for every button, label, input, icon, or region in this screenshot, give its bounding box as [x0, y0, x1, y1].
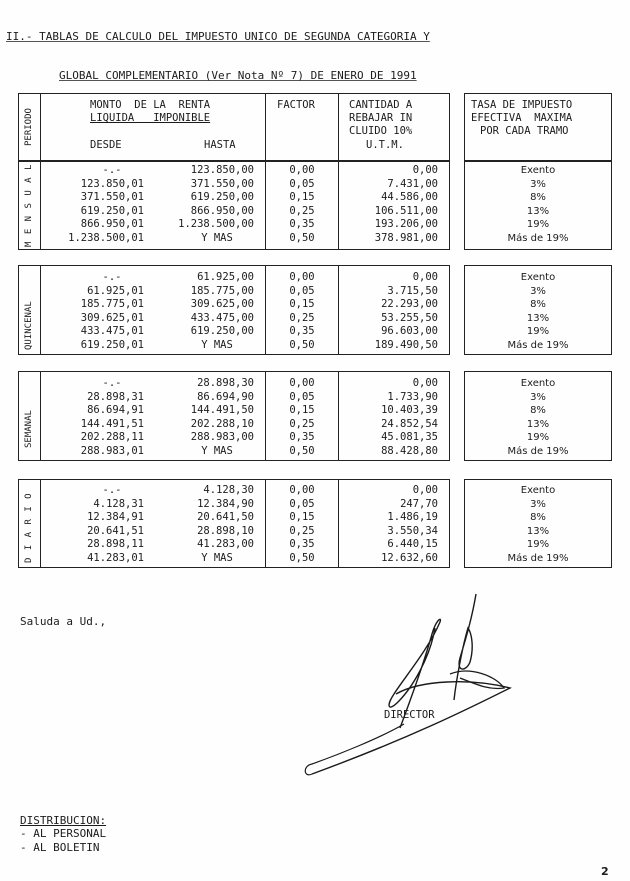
cell-rebaja: 378.981,00: [374, 232, 438, 244]
cell-tasa: 13%: [526, 418, 550, 430]
document-title: [6, 4, 430, 95]
divider-periodo-header: [40, 93, 41, 161]
cell-desde: 371.550,01: [80, 191, 144, 204]
cell-hasta: Y MAS: [201, 339, 233, 351]
cell-factor: 0,05: [289, 177, 315, 190]
cell-hasta: Y MAS: [201, 445, 233, 457]
cell-tasa: 13%: [526, 525, 550, 537]
cell-factor: 0,35: [289, 538, 315, 551]
divider-factor-quincenal: [265, 265, 266, 355]
cell-desde: -.-: [102, 377, 122, 389]
divider-factor-mensual: [265, 161, 266, 250]
cell-desde: 619.250,01: [80, 204, 144, 217]
cell-factor: 0,15: [289, 191, 315, 204]
cell-desde: 1.238.500,01: [68, 232, 144, 244]
cell-factor: 0,35: [289, 431, 315, 444]
cell-hasta: 144.491,50: [190, 404, 254, 417]
cell-desde: 123.850,01: [80, 177, 144, 190]
cell-tasa: Más de 19%: [507, 446, 569, 457]
cell-factor: 0,25: [289, 417, 315, 430]
divider-factor-header: [265, 93, 266, 161]
cell-desde: 433.475,01: [80, 325, 144, 338]
cell-hasta: 86.694,90: [197, 390, 254, 403]
cell-factor: 0,35: [289, 218, 315, 231]
cell-hasta: Y MAS: [201, 232, 233, 244]
divider-factor-diario: [265, 479, 266, 568]
distribution-heading: DISTRIBUCION:: [20, 814, 107, 827]
cell-factor: 0,00: [289, 271, 315, 283]
cell-tasa: 19%: [526, 326, 550, 338]
cell-tasa: 8%: [530, 299, 546, 311]
cell-desde: 619.250,01: [80, 339, 144, 351]
cell-rebaja: 6.440,15: [387, 538, 438, 551]
cell-tasa: 8%: [530, 405, 546, 417]
header-cantidad-line-2-text: REBAJAR IN: [349, 112, 413, 124]
cell-hasta: 288.983,00: [190, 431, 254, 444]
divider-periodo-diario: [40, 479, 41, 568]
cell-hasta: 61.925,00: [197, 271, 254, 283]
cell-rebaja: 0,00: [412, 164, 438, 176]
cell-rebaja: 88.428,80: [381, 445, 438, 457]
cell-factor: 0,50: [289, 445, 315, 457]
cell-rebaja: 193.206,00: [374, 218, 438, 231]
divider-periodo-mensual: [40, 161, 41, 250]
cell-hasta: 619.250,00: [190, 191, 254, 204]
cell-hasta: 202.288,10: [190, 417, 254, 430]
cell-rebaja: 3.715,50: [387, 284, 438, 297]
cell-rebaja: 24.852,54: [381, 417, 438, 430]
cell-rebaja: 247,70: [400, 497, 438, 510]
cell-hasta: 866.950,00: [190, 204, 254, 217]
cell-rebaja: 7.431,00: [387, 177, 438, 190]
cell-rebaja: 189.490,50: [374, 339, 438, 351]
section-label-diario: D I A R I O: [24, 492, 34, 563]
header-tasa-line-1: TASA DE IMPUESTO: [471, 99, 573, 111]
cell-factor: 0,00: [289, 377, 315, 389]
cell-rebaja: 0,00: [412, 484, 438, 496]
section-label-mensual: M E N S U A L: [24, 163, 34, 247]
cell-tasa: 3%: [530, 498, 546, 510]
cell-tasa: 3%: [530, 285, 546, 297]
cell-factor: 0,25: [289, 311, 315, 324]
cell-rebaja: 106.511,00: [374, 204, 438, 217]
cell-tasa: 19%: [526, 219, 550, 231]
cell-desde: 28.898,31: [87, 390, 144, 403]
cell-tasa: Exento: [520, 485, 556, 496]
cell-hasta: 433.475,00: [190, 311, 254, 324]
cell-desde: 28.898,11: [87, 538, 144, 551]
cell-desde: -.-: [102, 484, 122, 496]
cell-hasta: 12.384,90: [197, 497, 254, 510]
header-cantidad-line-1: CANTIDAD A: [349, 99, 413, 111]
cell-factor: 0,25: [289, 524, 315, 537]
page-number: 2: [601, 865, 609, 878]
cell-desde: 61.925,01: [87, 284, 144, 297]
cell-desde: 866.950,01: [80, 218, 144, 231]
cell-desde: 202.288,11: [80, 431, 144, 444]
cell-rebaja: 0,00: [412, 377, 438, 389]
header-hasta: HASTA: [204, 139, 236, 151]
header-periodo: PERIODO: [24, 108, 34, 146]
cell-hasta: 309.625,00: [190, 298, 254, 311]
divider-cantidad-diario: [338, 479, 339, 568]
cell-desde: 41.283,01: [87, 552, 144, 564]
cell-hasta: 41.283,00: [197, 538, 254, 551]
cell-rebaja: 22.293,00: [381, 298, 438, 311]
cell-factor: 0,25: [289, 204, 315, 217]
cell-desde: 309.625,01: [80, 311, 144, 324]
cell-factor: 0,05: [289, 390, 315, 403]
cell-tasa: Más de 19%: [507, 553, 569, 564]
cell-desde: 288.983,01: [80, 445, 144, 457]
cell-rebaja: 10.403,39: [381, 404, 438, 417]
cell-factor: 0,15: [289, 511, 315, 524]
header-desde: DESDE: [90, 139, 122, 151]
divider-periodo-quincenal: [40, 265, 41, 355]
cell-desde: 12.384,91: [87, 511, 144, 524]
cell-factor: 0,05: [289, 284, 315, 297]
cell-tasa: 19%: [526, 539, 550, 551]
cell-tasa: Exento: [520, 165, 556, 176]
cell-hasta: 20.641,50: [197, 511, 254, 524]
cell-tasa: 3%: [530, 391, 546, 403]
section-label-quincenal: QUINCENAL: [24, 301, 34, 350]
cell-hasta: 123.850,00: [190, 164, 254, 176]
cell-hasta: 185.775,00: [190, 284, 254, 297]
cell-tasa: Más de 19%: [507, 340, 569, 351]
cell-tasa: 19%: [526, 432, 550, 444]
header-tasa-line-3: POR CADA TRAMO: [480, 125, 569, 137]
header-cantidad-line-4: U.T.M.: [366, 139, 404, 151]
cell-rebaja: 45.081,35: [381, 431, 438, 444]
cell-hasta: 619.250,00: [190, 325, 254, 338]
header-cantidad-line-3: CLUIDO 10%: [349, 125, 413, 137]
cell-tasa: 8%: [530, 192, 546, 204]
cell-factor: 0,50: [289, 552, 315, 564]
header-factor: FACTOR: [277, 99, 315, 111]
cell-factor: 0,15: [289, 404, 315, 417]
signer-title: DIRECTOR: [384, 709, 435, 721]
divider-cantidad-mensual: [338, 161, 339, 250]
cell-hasta: 1.238.500,00: [178, 218, 254, 231]
cell-hasta: 28.898,10: [197, 524, 254, 537]
cell-rebaja: 96.603,00: [381, 325, 438, 338]
cell-tasa: Exento: [520, 272, 556, 283]
cell-rebaja: 53.255,50: [381, 311, 438, 324]
distribution-item-personal: - AL PERSONAL: [20, 827, 107, 840]
cell-rebaja: 12.632,60: [381, 552, 438, 564]
header-monto-line-1: MONTO DE LA RENTA: [90, 99, 211, 111]
cell-hasta: 371.550,00: [190, 177, 254, 190]
cell-factor: 0,00: [289, 484, 315, 496]
cell-hasta: 4.128,30: [203, 484, 254, 496]
cell-factor: 0,00: [289, 164, 315, 176]
cell-desde: 185.775,01: [80, 298, 144, 311]
cell-desde: -.-: [102, 271, 122, 283]
cell-factor: 0,05: [289, 497, 315, 510]
cell-rebaja: 1.733,90: [387, 390, 438, 403]
divider-periodo-semanal: [40, 371, 41, 461]
divider-cantidad-quincenal: [338, 265, 339, 355]
cell-rebaja: 0,00: [412, 271, 438, 283]
header-cantidad-line-2: [349, 112, 412, 125]
cell-factor: 0,50: [289, 339, 315, 351]
cell-hasta: Y MAS: [201, 552, 233, 564]
cell-rebaja: 3.550,34: [387, 524, 438, 537]
cell-tasa: 8%: [530, 512, 546, 524]
title-line-1: II.- TABLAS DE CALCULO DEL IMPUESTO UNICO DE SEGUNDA CATEGORIA Y: [6, 30, 430, 43]
divider-cantidad-semanal: [338, 371, 339, 461]
director-signature: [300, 578, 540, 788]
cell-tasa: 13%: [526, 205, 550, 217]
divider-factor-semanal: [265, 371, 266, 461]
cell-rebaja: 1.486,19: [387, 511, 438, 524]
cell-rebaja: 44.586,00: [381, 191, 438, 204]
cell-desde: 144.491,51: [80, 417, 144, 430]
cell-desde: 20.641,51: [87, 524, 144, 537]
cell-factor: 0,50: [289, 232, 315, 244]
divider-cantidad-header: [338, 93, 339, 161]
section-label-semanal: SEMANAL: [24, 410, 34, 448]
distribution-item-boletin: - AL BOLETIN: [20, 841, 100, 854]
cell-factor: 0,15: [289, 298, 315, 311]
header-tasa-line-2: EFECTIVA MAXIMA: [471, 112, 573, 124]
cell-tasa: Exento: [520, 378, 556, 389]
cell-desde: -.-: [102, 164, 122, 176]
cell-desde: 4.128,31: [93, 497, 144, 510]
cell-tasa: 3%: [530, 178, 546, 190]
cell-tasa: Más de 19%: [507, 233, 569, 244]
closing-greeting: Saluda a Ud.,: [20, 615, 107, 628]
cell-factor: 0,35: [289, 325, 315, 338]
cell-tasa: 13%: [526, 312, 550, 324]
header-monto-line-2: LIQUIDA IMPONIBLE: [90, 112, 211, 124]
title-line-2: GLOBAL COMPLEMENTARIO (Ver Nota Nº 7) DE ENERO DE 1991: [59, 69, 417, 82]
cell-hasta: 28.898,30: [197, 377, 254, 389]
cell-desde: 86.694,91: [87, 404, 144, 417]
